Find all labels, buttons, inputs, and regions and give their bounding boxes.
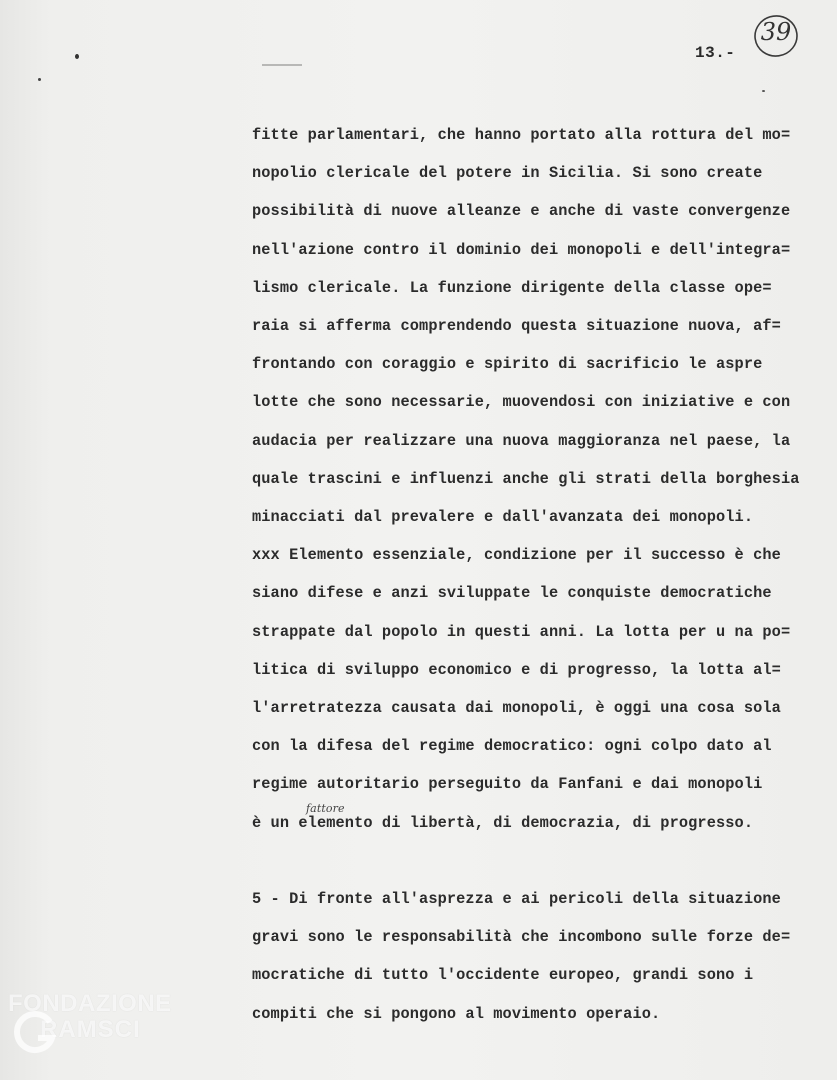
text-line: l'arretratezza causata dai monopoli, è oggi una cosa sola bbox=[252, 699, 781, 718]
text-span: Elemento essenziale, condizione per il successo è che bbox=[289, 546, 781, 565]
handwritten-annotation: fattore bbox=[306, 801, 345, 815]
text-line: siano difese e anzi sviluppate le conquiste democratiche bbox=[252, 584, 772, 603]
text-line: lismo clericale. La funzione dirigente della classe ope= bbox=[252, 278, 772, 297]
watermark-line-2 bbox=[40, 1016, 208, 1044]
main-text bbox=[252, 116, 832, 1033]
gramsci-g-logo-icon bbox=[12, 1008, 60, 1056]
archive-number: 39 bbox=[760, 18, 792, 46]
text-line: audacia per realizzare una nuova maggioranza nel paese, la bbox=[252, 431, 791, 450]
text-line: strappate dal popolo in questi anni. La lotta per u na po= bbox=[252, 622, 791, 641]
faint-mark bbox=[262, 64, 302, 66]
text-line: nopolio clericale del potere in Sicilia. Si sono create bbox=[252, 164, 763, 183]
struck-out-text: xxx bbox=[252, 546, 280, 565]
ink-speck bbox=[38, 78, 41, 81]
section-5-line: mocratiche di tutto l'occidente europeo, grandi sono i bbox=[252, 966, 754, 985]
section-5-line: 5 - Di fronte all'asprezza e ai pericoli della situazione bbox=[252, 890, 781, 909]
text-line: quale trascini e influenzi anche gli strati della borghesia bbox=[252, 469, 800, 488]
text-line: nell'azione contro il dominio dei monopoli e dell'integra= bbox=[252, 240, 791, 259]
archive-number-stamp bbox=[752, 12, 800, 60]
text-line-annotated bbox=[252, 801, 832, 842]
text-line: regime autoritario perseguito da Fanfani e dai monopoli bbox=[252, 775, 763, 794]
ink-speck bbox=[75, 54, 79, 59]
text-line: minacciati dal prevalere e dall'avanzata dei monopoli. bbox=[252, 508, 754, 527]
text-line: raia si afferma comprendendo questa situazione nuova, af= bbox=[252, 317, 781, 336]
text-line bbox=[252, 536, 832, 574]
watermark-line-1: FONDAZIONE bbox=[8, 990, 172, 1017]
watermark-text: RAMSCI bbox=[40, 1016, 141, 1043]
ink-speck bbox=[762, 90, 765, 92]
section-5-line: compiti che si pongono al movimento operaio. bbox=[252, 1004, 661, 1023]
text-span: è un elemento di libertà, di democrazia, di progresso. bbox=[252, 813, 754, 832]
paragraph-gap bbox=[252, 842, 832, 880]
fondazione-gramsci-watermark bbox=[8, 990, 208, 1070]
page-number: 13.- bbox=[695, 44, 736, 62]
section-5-line: gravi sono le responsabilità che incombono sulle forze de= bbox=[252, 928, 791, 947]
text-line: possibilità di nuove alleanze e anche di vaste convergenze bbox=[252, 202, 791, 221]
text-line: fitte parlamentari, che hanno portato alla rottura del mo= bbox=[252, 126, 791, 144]
text-line: litica di sviluppo economico e di progresso, la lotta al= bbox=[252, 660, 781, 679]
text-line: frontando con coraggio e spirito di sacrificio le aspre bbox=[252, 355, 763, 374]
text-line: lotte che sono necessarie, muovendosi con iniziative e con bbox=[252, 393, 791, 412]
text-line: con la difesa del regime democratico: ogni colpo dato al bbox=[252, 737, 772, 756]
